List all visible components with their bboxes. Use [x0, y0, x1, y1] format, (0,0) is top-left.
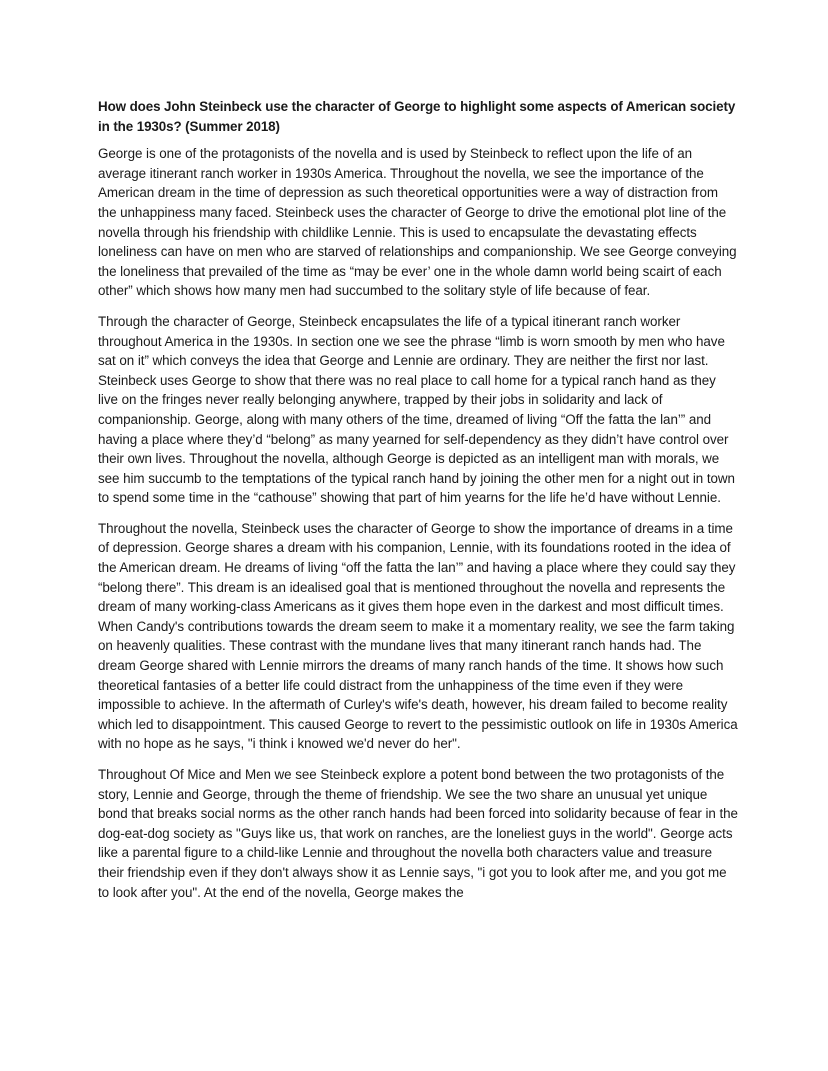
paragraph-1: George is one of the protagonists of the novella and is used by Steinbeck to reflect upon the life of an average itinerant ranch worker in 1930s America. Throughout the novella, we see the importance of the American dream in the time of depression as such theoretical opportunities were a way of distraction from the unhappiness many faced. Steinbeck uses the character of George to drive the emotional plot line of the novella through his friendship with childlike Lennie. This is used to encapsulate the devastating effects loneliness can have on men who are starved of relationships and companionship. We see George conveying the loneliness that prevailed of the time as “may be ever’ one in the whole damn world being scairt of each other” which shows how many men had succumbed to the solitary style of life because of fear.: [98, 146, 737, 299]
essay-title: How does John Steinbeck use the character of George to highlight some aspects of American society in the 1930s? (Summer 2018): [98, 99, 736, 134]
paragraph-2: Through the character of George, Steinbeck encapsulates the life of a typical itinerant ranch worker throughout America in the 1930s. In section one we see the phrase “limb is worn smooth by men who have sat on it” which conveys the idea that George and Lennie are ordinary. They are neither the first nor last. Steinbeck uses George to show that there was no real place to call home for a typical ranch hand as they live on the fringes never really belonging anywhere, trapped by their jobs in solidarity and lack of companionship. George, along with many others of the time, dreamed of living “Off the fatta the lan’” and having a place where they’d “belong” as many yearned for self-dependency as they didn’t have control over their own lives. Throughout the novella, although George is depicted as an intelligent man with morals, we see him succumb to the temptations of the typical ranch hand by joining the other men for a night out in town to spend some time in the “cathouse” showing that part of him yearns for the life he’d have without Lennie.: [98, 313, 735, 506]
paragraph-4: Throughout Of Mice and Men we see Steinbeck explore a potent bond between the two protagonists of the story, Lennie and George, through the theme of friendship. We see the two share an unusual yet unique bond that breaks social norms as the other ranch hands had been forced into solidarity because of fear in the dog-eat-dog society as "Guys like us, that work on ranches, are the loneliest guys in the world". George acts like a parental figure to a child-like Lennie and throughout the novella both characters value and treasure their friendship even if they don't always show it as Lennie says, "i got you to look after me, and you got me to look after you". At the end of the novella, George makes the: [98, 767, 738, 900]
document-page: [98, 97, 738, 913]
paragraph-3: Throughout the novella, Steinbeck uses the character of George to show the importance of dreams in a time of depression. George shares a dream with his companion, Lennie, with its foundations rooted in the idea of the American dream. He dreams of living “off the fatta the lan’” and having a place where they could say they “belong there”. This dream is an idealised goal that is mentioned throughout the novella and represents the dream of many working-class Americans as it gives them hope even in the darkest and most difficult times. When Candy's contributions towards the dream seem to make it a momentary reality, we see the farm taking on heavenly qualities. These contrast with the mundane lives that many itinerant ranch hands had. The dream George shared with Lennie mirrors the dreams of many ranch hands of the time. It shows how such theoretical fantasies of a better life could distract from the unhappiness of the time even if they were impossible to achieve. In the aftermath of Curley's wife's death, however, his dream failed to become reality which led to disappointment. This caused George to revert to the pessimistic outlook on life in 1930s America with no hope as he says, "i think i knowed we'd never do her".: [98, 520, 738, 752]
